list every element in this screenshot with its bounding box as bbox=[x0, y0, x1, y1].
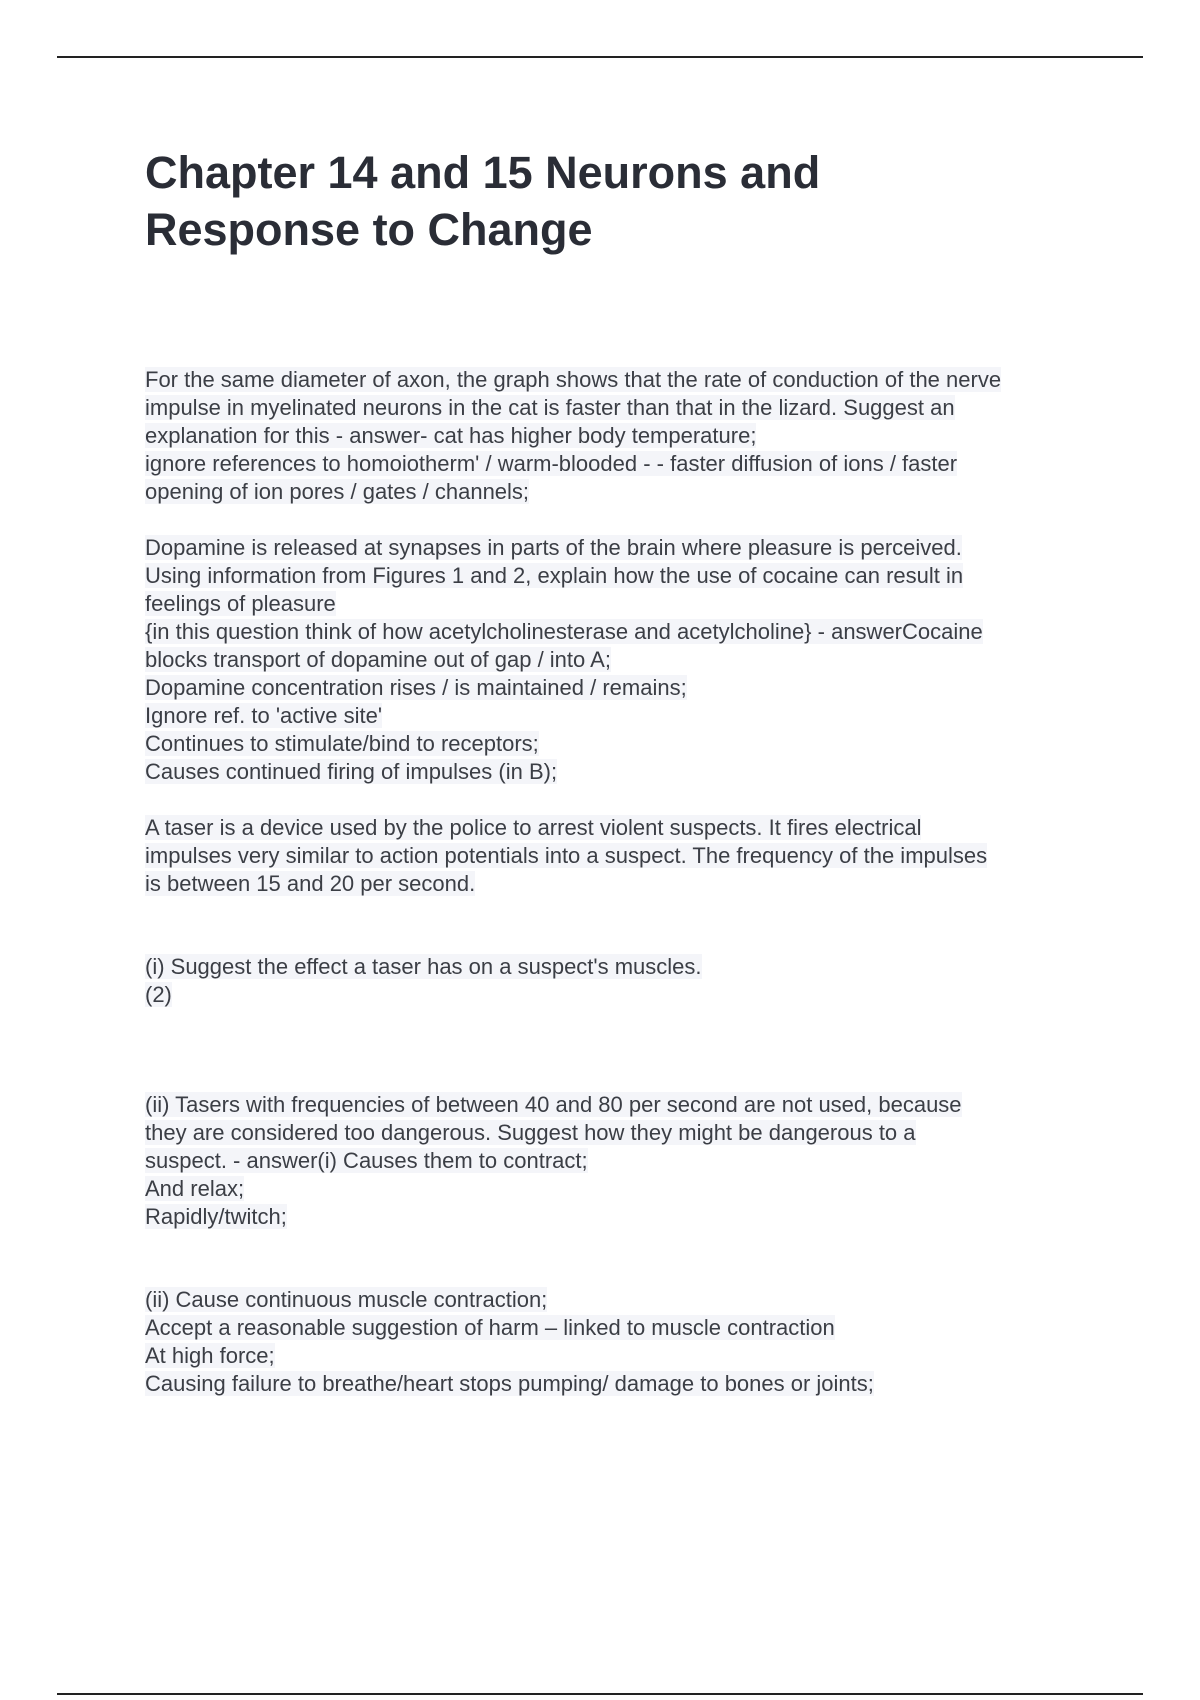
text-line: Using information from Figures 1 and 2, explain how the use of cocaine can result in bbox=[145, 563, 964, 588]
text-line: Ignore ref. to 'active site' bbox=[145, 703, 383, 728]
text-line: Causing failure to breathe/heart stops pumping/ damage to bones or joints; bbox=[145, 1371, 874, 1396]
text-line: Dopamine is released at synapses in parts of the brain where pleasure is perceived. bbox=[145, 535, 962, 560]
text-line: Dopamine concentration rises / is maintained / remains; bbox=[145, 675, 687, 700]
paragraph-taser-intro bbox=[145, 814, 1145, 898]
document-title bbox=[145, 144, 1045, 258]
text-line: ignore references to homoiotherm' / warm-blooded - - faster diffusion of ions / faster bbox=[145, 451, 958, 476]
text-line: (i) Suggest the effect a taser has on a suspect's muscles. bbox=[145, 954, 702, 979]
text-line: A taser is a device used by the police to arrest violent suspects. It fires electrical bbox=[145, 815, 922, 840]
text-line: impulses very similar to action potentials into a suspect. The frequency of the impulses bbox=[145, 843, 988, 868]
text-line: is between 15 and 20 per second. bbox=[145, 871, 476, 896]
spacer bbox=[145, 1009, 1145, 1091]
text-line: (ii) Tasers with frequencies of between 40 and 80 per second are not used, because bbox=[145, 1092, 962, 1117]
bottom-rule bbox=[57, 1693, 1143, 1695]
text-line: impulse in myelinated neurons in the cat is faster than that in the lizard. Suggest an bbox=[145, 395, 955, 420]
paragraph-axon-conduction bbox=[145, 366, 1145, 506]
spacer bbox=[145, 1231, 1145, 1286]
spacer bbox=[145, 786, 1145, 814]
text-line: At high force; bbox=[145, 1343, 275, 1368]
text-line: (2) bbox=[145, 982, 172, 1007]
paragraph-question-i bbox=[145, 953, 1145, 1009]
text-line: (ii) Cause continuous muscle contraction; bbox=[145, 1287, 548, 1312]
spacer bbox=[145, 898, 1145, 953]
text-line: Continues to stimulate/bind to receptors; bbox=[145, 731, 539, 756]
text-line: Accept a reasonable suggestion of harm – linked to muscle contraction bbox=[145, 1315, 835, 1340]
text-line: explanation for this - answer- cat has higher body temperature; bbox=[145, 423, 757, 448]
text-line: For the same diameter of axon, the graph shows that the rate of conduction of the nerve bbox=[145, 367, 1002, 392]
document-body bbox=[145, 366, 1145, 1398]
text-line: {in this question think of how acetylcholinesterase and acetylcholine} - answerCocaine bbox=[145, 619, 983, 644]
paragraph-answer-ii bbox=[145, 1286, 1145, 1398]
text-line: feelings of pleasure bbox=[145, 591, 336, 616]
title-line-2: Response to Change bbox=[145, 204, 593, 255]
text-line: Rapidly/twitch; bbox=[145, 1204, 287, 1229]
spacer bbox=[145, 506, 1145, 534]
top-rule bbox=[57, 56, 1143, 58]
paragraph-dopamine-cocaine bbox=[145, 534, 1145, 786]
text-line: they are considered too dangerous. Suggest how they might be dangerous to a bbox=[145, 1120, 916, 1145]
text-line: suspect. - answer(i) Causes them to contract; bbox=[145, 1148, 588, 1173]
text-line: And relax; bbox=[145, 1176, 245, 1201]
paragraph-question-ii bbox=[145, 1091, 1145, 1231]
text-line: opening of ion pores / gates / channels; bbox=[145, 479, 530, 504]
text-line: blocks transport of dopamine out of gap / into A; bbox=[145, 647, 611, 672]
text-line: Causes continued firing of impulses (in B); bbox=[145, 759, 558, 784]
title-line-1: Chapter 14 and 15 Neurons and bbox=[145, 147, 821, 198]
